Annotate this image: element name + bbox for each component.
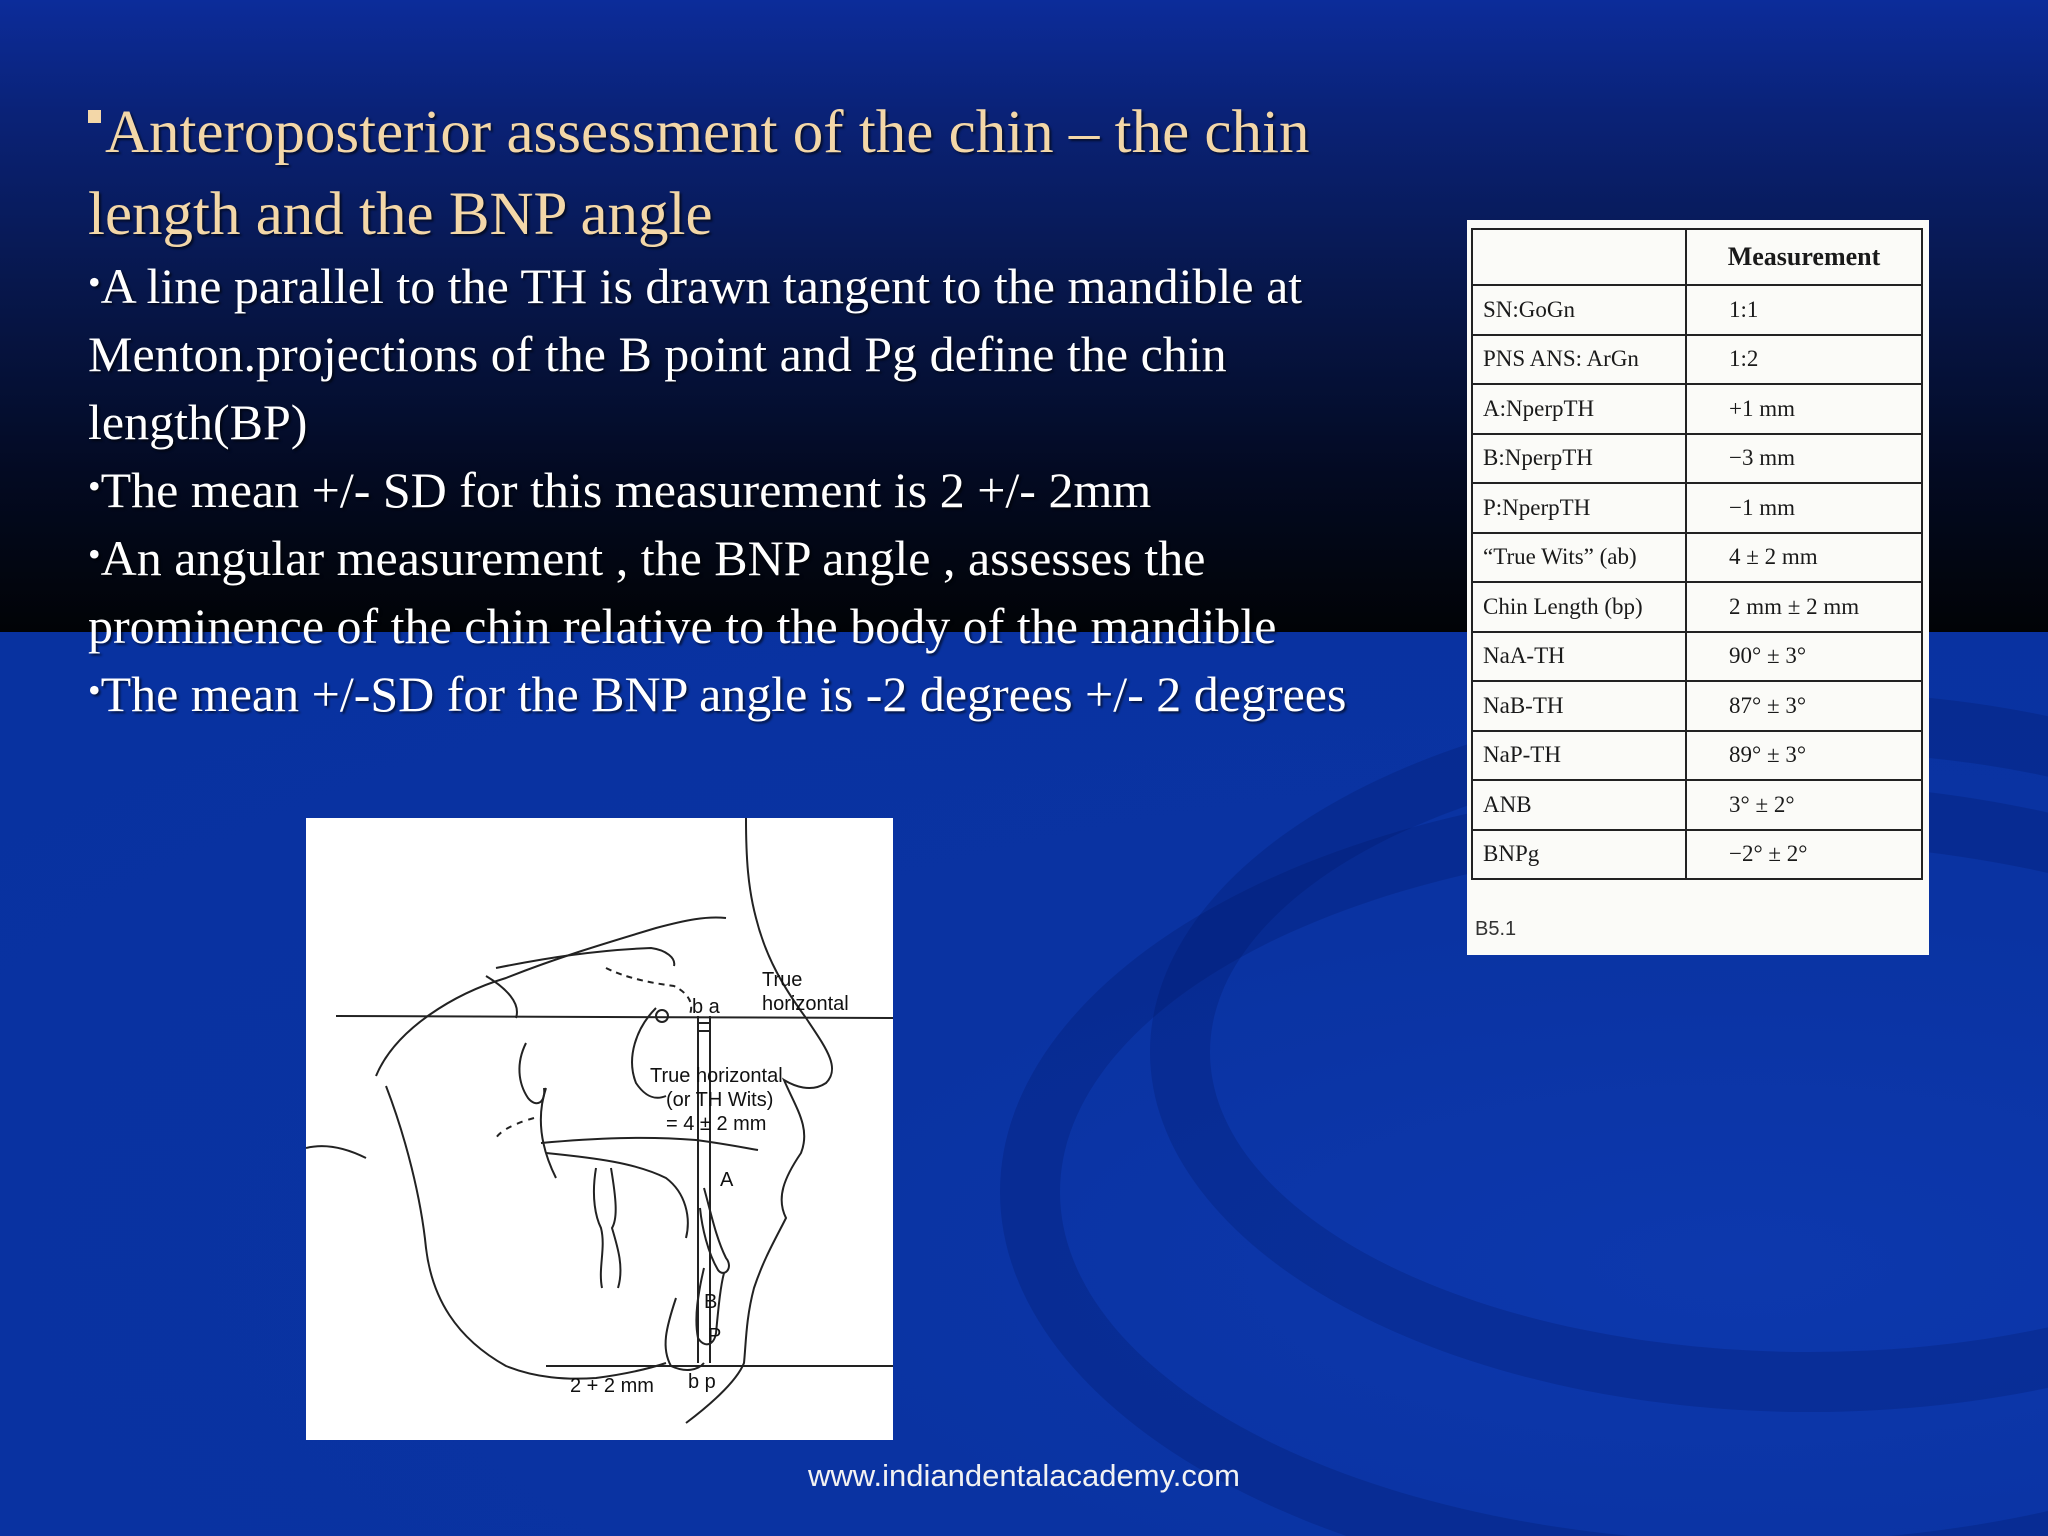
orbit-outline [606, 968, 691, 1014]
wits-marker [698, 1023, 710, 1031]
slide-body [88, 252, 1378, 728]
label-bp: b p [688, 1371, 716, 1393]
measurement-value: −1 mm [1686, 483, 1922, 533]
condyle-dashed [496, 1118, 534, 1138]
bullet-text: The mean +/-SD for the BNP angle is -2 degrees +/- 2 degrees [100, 666, 1347, 722]
upper-incisor [700, 1188, 729, 1273]
measurement-value: −2° ± 2° [1686, 830, 1922, 880]
measurement-label: NaB-TH [1472, 681, 1686, 731]
measurement-label: Chin Length (bp) [1472, 582, 1686, 632]
table-row [1472, 285, 1922, 335]
measurement-label: SN:GoGn [1472, 285, 1686, 335]
table-row [1472, 533, 1922, 583]
label-horizontal: horizontal [762, 993, 849, 1015]
table-row [1472, 434, 1922, 484]
ramus-inner [541, 1088, 556, 1178]
measurement-value: 89° ± 3° [1686, 731, 1922, 781]
measurement-value: 2 mm ± 2 mm [1686, 582, 1922, 632]
table-row [1472, 335, 1922, 385]
bullet-item [88, 660, 1378, 728]
slide-title [88, 92, 1388, 256]
measurement-table [1471, 228, 1923, 880]
measurement-label: NaP-TH [1472, 731, 1686, 781]
bullet-item [88, 252, 1378, 456]
dot-bullet-icon: • [88, 262, 101, 302]
measurement-label: PNS ANS: ArGn [1472, 335, 1686, 385]
measurement-value: 1:1 [1686, 285, 1922, 335]
measurement-label: ANB [1472, 780, 1686, 830]
palate-outline [546, 1153, 688, 1238]
bullet-item [88, 456, 1378, 524]
measurement-value: −3 mm [1686, 434, 1922, 484]
table-row [1472, 780, 1922, 830]
label-point-a: A [720, 1169, 734, 1191]
label-true-horizontal: True horizontal [650, 1065, 783, 1087]
bullet-text: The mean +/- SD for this measurement is 2 +/- 2mm [100, 462, 1152, 518]
profile-tracing-svg [306, 818, 893, 1440]
measurement-value: 4 ± 2 mm [1686, 533, 1922, 583]
cephalometric-diagram [306, 818, 893, 1440]
square-bullet-icon [88, 110, 101, 123]
table-header-row [1472, 229, 1922, 285]
measurement-label: “True Wits” (ab) [1472, 533, 1686, 583]
dot-bullet-icon: • [88, 534, 101, 574]
bullet-text: A line parallel to the TH is drawn tangent to the mandible at Menton.projections of the B point and Pg define the chin length(BP) [88, 258, 1303, 450]
table-row [1472, 582, 1922, 632]
measurement-table-image [1467, 220, 1929, 955]
true-horizontal-line [336, 1016, 893, 1018]
measurement-label: NaA-TH [1472, 632, 1686, 682]
label-ba: b a [692, 996, 720, 1018]
table-row [1472, 681, 1922, 731]
measurement-value: 90° ± 3° [1686, 632, 1922, 682]
bullet-text: An angular measurement , the BNP angle , assesses the prominence of the chin relative to the body of the mandible [88, 530, 1277, 654]
footer-url: www.indiandentalacademy.com [808, 1458, 1240, 1493]
table-row [1472, 483, 1922, 533]
molar-tooth [594, 1168, 621, 1288]
bullet-item [88, 524, 1378, 660]
cranial-outline [376, 917, 726, 1076]
measurement-value: 3° ± 2° [1686, 780, 1922, 830]
table-row [1472, 731, 1922, 781]
dot-bullet-icon: • [88, 670, 101, 710]
table-row [1472, 384, 1922, 434]
table-caption: B5.1 [1475, 918, 1517, 940]
ear-outline [519, 1043, 544, 1103]
measurement-label: B:NperpTH [1472, 434, 1686, 484]
measurement-label: BNPg [1472, 830, 1686, 880]
measurement-value: +1 mm [1686, 384, 1922, 434]
label-wits-value: = 4 ± 2 mm [666, 1113, 767, 1135]
posterior-outline [306, 1146, 366, 1158]
table-row [1472, 632, 1922, 682]
measurement-value: 1:2 [1686, 335, 1922, 385]
label-true: True [762, 969, 803, 991]
table-header-label [1472, 229, 1686, 285]
measurement-label: P:NperpTH [1472, 483, 1686, 533]
dot-bullet-icon: • [88, 466, 101, 506]
slide-title-text: Anteroposterior assessment of the chin – the chin length and the BNP angle [88, 99, 1310, 248]
measurement-label: A:NperpTH [1472, 384, 1686, 434]
table-row [1472, 830, 1922, 880]
palatal-plane [541, 1138, 758, 1150]
measurement-value: 87° ± 3° [1686, 681, 1922, 731]
label-th-wits: (or TH Wits) [666, 1089, 774, 1111]
table-header-measurement: Measurement [1686, 229, 1922, 285]
label-point-p: P [708, 1325, 722, 1347]
label-point-b: B [704, 1291, 718, 1313]
anterior-cranial-base [496, 948, 674, 968]
label-chin-length: 2 + 2 mm [570, 1375, 654, 1397]
mandible-outline [386, 1086, 666, 1379]
orbitale-marker [656, 1010, 668, 1022]
